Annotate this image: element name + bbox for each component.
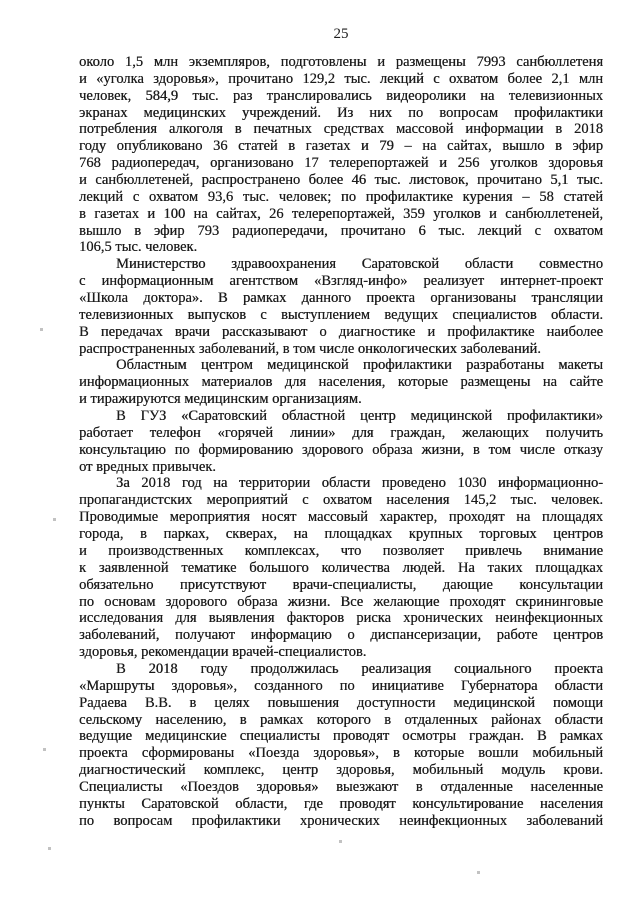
text-line: вышло в эфир 793 радиопередачи, прочитано 6 тыс. лекций с охватом: [79, 222, 603, 239]
text-line: города, в парках, скверах, на площадках крупных торговых центров: [79, 526, 603, 543]
text-line: по вопросам профилактики хронических неинфекционных заболеваний: [79, 812, 603, 829]
text-line: пропагандистских мероприятий с охватом населения 145,2 тыс. человек.: [79, 492, 603, 509]
text-line: пункты Саратовской области, где проводят консультирование населения: [79, 795, 603, 812]
text-line: в газетах и 100 на сайтах, 26 телерепортажей, 359 уголков и санбюллетеней,: [79, 205, 603, 222]
text-line: 768 радиопередач, организовано 17 телерепортажей и 256 уголков здоровья: [79, 155, 603, 172]
text-line: Проводимые мероприятия носят массовый характер, проходят на площадях: [79, 509, 603, 526]
text-line: к заявленной тематике большого количества людей. На таких площадках: [79, 559, 603, 576]
text-line: работает телефон «горячей линии» для граждан, желающих получить: [79, 424, 603, 441]
text-line: лекций с охватом 93,6 тыс. человек; по профилактике курения – 58 статей: [79, 188, 603, 205]
text-line: «Маршруты здоровья», созданного по инициативе Губернатора области: [79, 677, 603, 694]
paragraph: [79, 408, 603, 475]
paragraph: [79, 54, 603, 256]
paragraph: [79, 661, 603, 830]
text-line: сельскому населению, в рамках которого в отдаленных районах области: [79, 711, 603, 728]
text-line: Министерство здравоохранения Саратовской области совместно: [116, 256, 603, 273]
text-line: «Школа доктора». В рамках данного проекта организованы трансляции: [79, 290, 603, 307]
text-line: обязательно присутствуют врачи-специалисты, дающие консультации: [79, 576, 603, 593]
scan-speck: [339, 840, 342, 843]
text-line: За 2018 год на территории области проведено 1030 информационно-: [116, 475, 603, 492]
text-line: от вредных привычек.: [79, 458, 216, 475]
scan-speck: [40, 328, 43, 331]
scan-speck: [477, 871, 480, 874]
scan-speck: [43, 748, 46, 751]
text-line: человек, 584,9 тыс. раз транслировались видеоролики на телевизионных: [79, 87, 603, 104]
paragraph: [79, 475, 603, 660]
text-line: и санбюллетеней, распространено более 46 тыс. листовок, прочитано 5,1 тыс.: [79, 172, 603, 189]
paragraph: [79, 357, 603, 408]
document-body: [79, 54, 603, 830]
text-line: распространенных заболеваний, в том числе онкологических заболеваний.: [79, 340, 541, 357]
text-line: и «уголка здоровья», прочитано 129,2 тыс. лекций с охватом более 2,1 млн: [79, 70, 603, 87]
text-line: потребления алкоголя в печатных средствах массовой информации в 2018: [79, 121, 603, 138]
scan-speck: [53, 518, 56, 521]
text-line: В передачах врачи рассказывают о диагностике и профилактике наиболее: [79, 323, 603, 340]
page-number: 25: [333, 26, 349, 42]
text-line: и производственных комплексах, что позволяет привлечь внимание: [79, 542, 603, 559]
text-line: В ГУЗ «Саратовский областной центр медицинской профилактики»: [116, 408, 603, 425]
text-line: проекта сформированы «Поезда здоровья», в которые вошли мобильный: [79, 745, 603, 762]
text-line: здоровья, рекомендации врачей-специалистов.: [79, 644, 367, 661]
text-line: В 2018 году продолжилась реализация социального проекта: [116, 660, 603, 677]
text-line: Специалисты «Поездов здоровья» выезжают в отдаленные населенные: [79, 778, 603, 795]
text-line: заболеваний, получают информацию о диспансеризации, работе центров: [79, 627, 603, 644]
text-line: Областным центром медицинской профилактики разработаны макеты: [116, 357, 603, 374]
text-line: с информационным агентством «Взгляд-инфо» реализует интернет-проект: [79, 273, 603, 290]
text-line: и тиражируются медицинским организациям.: [79, 391, 362, 408]
scan-speck: [48, 847, 51, 850]
text-line: информационных материалов для населения, которые размещены на сайте: [79, 374, 603, 391]
text-line: ведущие медицинские специалисты проводят осмотры граждан. В рамках: [79, 728, 603, 745]
text-line: экранах медицинских учреждений. Из них по вопросам профилактики: [79, 104, 603, 121]
text-line: Радаева В.В. в целях повышения доступности медицинской помощи: [79, 694, 603, 711]
text-line: 106,5 тыс. человек.: [79, 239, 198, 256]
text-line: исследования для выявления факторов риска хронических неинфекционных: [79, 610, 603, 627]
text-line: году опубликовано 36 статей в газетах и 79 – на сайтах, вышло в эфир: [79, 138, 603, 155]
paragraph: [79, 256, 603, 357]
text-line: по основам здорового образа жизни. Все желающие проходят скрининговые: [79, 593, 603, 610]
text-line: консультацию по формированию здорового образа жизни, в том числе отказу: [79, 441, 603, 458]
text-line: около 1,5 млн экземпляров, подготовлены и размещены 7993 санбюллетеня: [79, 54, 603, 70]
text-line: телевизионных выпусков с выступлением ведущих специалистов области.: [79, 306, 603, 323]
text-line: диагностический комплекс, центр здоровья, мобильный модуль крови.: [79, 762, 603, 779]
